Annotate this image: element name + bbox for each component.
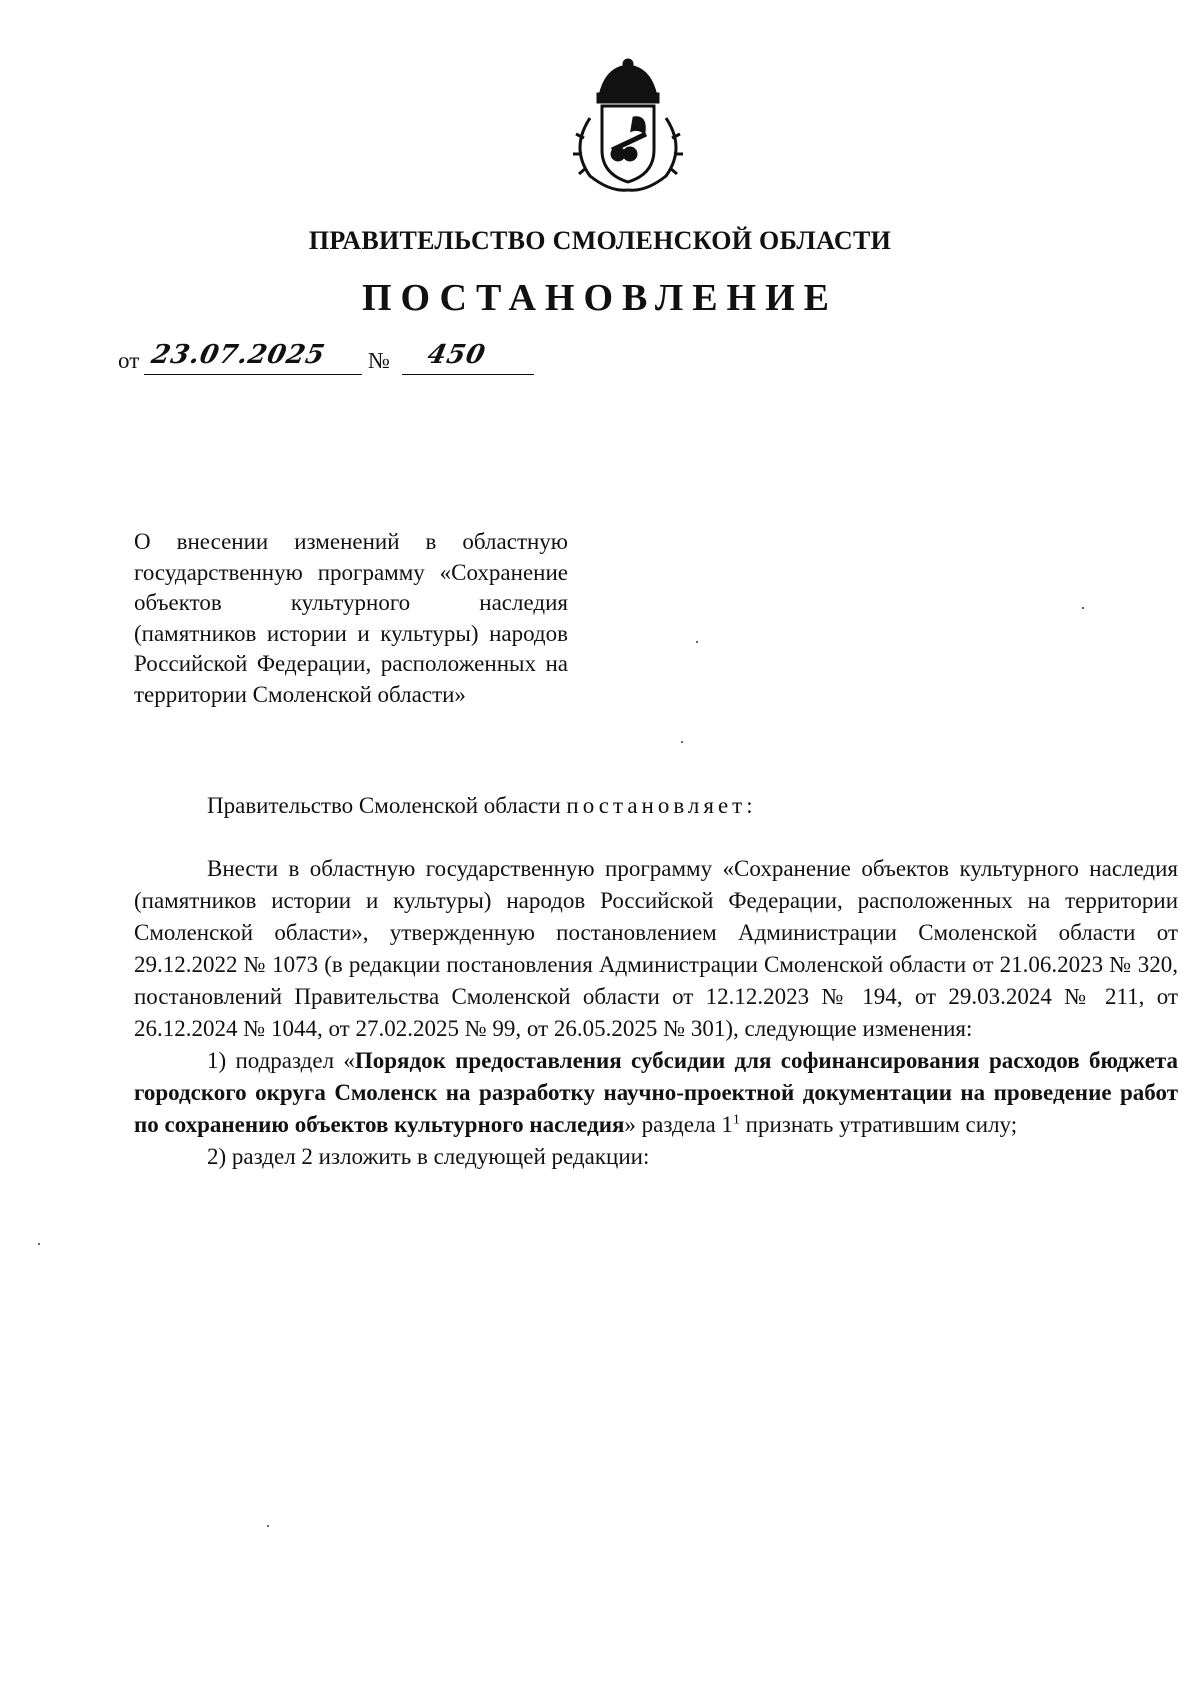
document-type-title: ПОСТАНОВЛЕНИЕ	[361, 277, 839, 319]
body-item-1	[134, 1045, 1178, 1141]
item1-superscript: 1	[732, 1112, 740, 1128]
item1-suffix: » раздела 1	[624, 1112, 733, 1137]
preamble	[207, 793, 757, 819]
number-sign: №	[368, 348, 390, 373]
date-underline	[144, 374, 362, 375]
body-intro-paragraph: Внести в областную государственную программу «Сохранение объектов культурного наследия (памятников истории и культуры) народов Российской Федерации, расположенных на территории Смоленской области», утвержденную постановлением Администрации Смоленской области от 29.12.2022 № 1073 (в редакции постановления Администрации Смоленской области от 21.06.2023 № 320, постановлений Правительства Смоленской области от 12.12.2023 № 194, от 29.03.2024 № 211, от 26.12.2024 № 1044, от 27.02.2025 № 99, от 26.05.2025 № 301), следующие изменения:	[134, 856, 1178, 1041]
document-subject: О внесении изменений в областную государственную программу «Сохранение объектов культурного наследия (памятников истории и культуры) народов Российской Федерации, расположенных на территории Смоленской области»	[134, 529, 568, 707]
scan-speck	[681, 741, 683, 743]
scan-speck	[38, 1243, 40, 1245]
scan-speck	[696, 641, 698, 643]
body-item-2: 2) раздел 2 изложить в следующей редакции:	[207, 1144, 650, 1169]
scan-speck	[1082, 607, 1084, 609]
number-underline	[402, 374, 534, 375]
item1-end: признать утратившим силу;	[739, 1112, 1018, 1137]
date-prefix: от	[118, 348, 140, 373]
scan-speck	[267, 1525, 269, 1527]
item1-bold-title: Порядок предоставления субсидии для софинансирования расходов бюджета городского округа Смоленск на разработку научно-проектной документации на проведение работ по сохранению объектов культурного наследия	[134, 1048, 1178, 1137]
date-number-line	[118, 340, 558, 376]
handwritten-date: 23.07.2025	[148, 340, 329, 370]
organization-title: ПРАВИТЕЛЬСТВО СМОЛЕНСКОЙ ОБЛАСТИ	[308, 226, 892, 255]
coat-of-arms-icon	[560, 58, 696, 196]
item1-prefix: 1) подраздел «	[207, 1048, 355, 1073]
handwritten-number: 450	[424, 340, 489, 370]
preamble-spaced-word: постановляет:	[566, 793, 757, 818]
preamble-text: Правительство Смоленской области	[207, 793, 567, 818]
document-body	[134, 853, 1178, 1173]
